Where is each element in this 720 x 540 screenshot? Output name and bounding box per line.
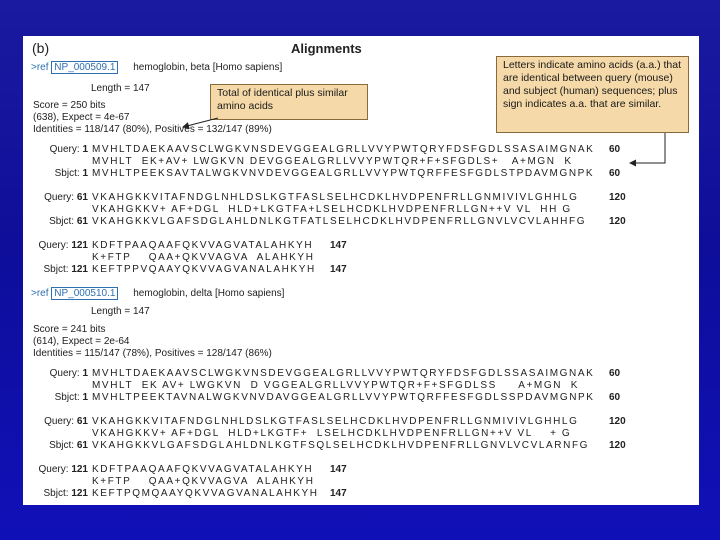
hit2-b3-query-seq: KDFTPAAQAAFQKVVAGVATALAHKYH (92, 464, 314, 475)
hit1-b1-sbjct-end: 60 (609, 168, 621, 179)
hit1-score: Score = 250 bits (33, 100, 106, 111)
hit2-b2-sbjct-label: Sbjct: 61 (49, 440, 88, 451)
hit2-b3-sbjct-label: Sbjct: 121 (43, 488, 88, 499)
hit1-b3-query-end: 147 (330, 240, 347, 251)
hit1-b3-sbjct-label: Sbjct: 121 (43, 264, 88, 275)
callout-letters-indicate: Letters indicate amino acids (a.a.) that are identical between query (mouse) and subject (human) sequences; plus sign indicates a.a. that are similar. (496, 56, 689, 133)
hit2-b3-query-end: 147 (330, 464, 347, 475)
hit2-b1-query-seq: MVHLTDAEKAAVSCLWGKVNSDEVGGEALGRLLVVYPWTQRYFDSFGDLSSASAIMGNAK (92, 368, 595, 379)
hit2-expect: (614), Expect = 2e-64 (33, 336, 130, 347)
hit1-b3-sbjct-end: 147 (330, 264, 347, 275)
hit2-identities: Identities = 115/147 (78%), Positives = 128/147 (86%) (33, 348, 272, 359)
arrow-to-match-line (630, 133, 665, 163)
hit1-ref-prefix[interactable]: >ref (31, 62, 49, 73)
hit1-b2-sbjct-label: Sbjct: 61 (49, 216, 88, 227)
arrow-to-identities (183, 118, 218, 127)
hit2-b1-sbjct-end: 60 (609, 392, 621, 403)
callout-arrows (23, 36, 699, 505)
hit1-b2-query-label: Query: 61 (44, 192, 88, 203)
hit1-b3-query-label: Query: 121 (38, 240, 88, 251)
hit2-b3-sbjct-seq: KEFTPQMQAAYQKVVAGVANALAHKYH (92, 488, 319, 499)
hit1-b2-match-line: VKAHGKKV+ AF+DGL HLD+LKGTFA+LSELHCDKLHVDPENFRLLGN++V VL HH G (92, 204, 572, 215)
figure-label: (b) (32, 40, 50, 56)
hit2-b1-sbjct-seq: MVHLTPEEKTAVNALWGKVNVDAVGGEALGRLLVVYPWTQRFFESFGDLSSPDAVMGNPK (92, 392, 595, 403)
hit2-b1-query-end: 60 (609, 368, 621, 379)
hit2-b2-query-label: Query: 61 (44, 416, 88, 427)
hit2-b1-query-label: Query: 1 (49, 368, 88, 379)
hit1-length: Length = 147 (91, 83, 150, 94)
hit1-b1-query-seq: MVHLTDAEKAAVSCLWGKVNSDEVGGEALGRLLVVYPWTQRYFDSFGDLSSASAIMGNAK (92, 144, 595, 155)
hit2-b2-query-end: 120 (609, 416, 626, 427)
hit1-b2-query-seq: VKAHGKKVITAFNDGLNHLDSLKGTFASLSELHCDKLHVDPENFRLLGNMIVIVLGHHLG (92, 192, 579, 203)
hit2-b1-sbjct-label: Sbjct: 1 (54, 392, 88, 403)
hit2-description: hemoglobin, delta [Homo sapiens] (133, 288, 285, 299)
hit1-b3-sbjct-seq: KEFTPPVQAAYQKVVAGVANALAHKYH (92, 264, 316, 275)
hit1-b1-match-line: MVHLT EK+AV+ LWGKVN DEVGGEALGRLLVVYPWTQR+F+SFGDLS+ A+MGN K (92, 156, 573, 167)
hit1-b2-sbjct-seq: VKAHGKKVLGAFSDGLAHLDNLKGTFATLSELHCDKLHVDPENFRLLGNVLVCVLAHHFG (92, 216, 587, 227)
hit1-b2-sbjct-end: 120 (609, 216, 626, 227)
hit1-identities: Identities = 118/147 (80%), Positives = 132/147 (89%) (33, 124, 272, 135)
hit1-b1-query-end: 60 (609, 144, 621, 155)
hit2-accession-link[interactable]: NP_000510.1 (51, 287, 118, 300)
hit1-b3-query-seq: KDFTPAAQAAFQKVVAGVATALAHKYH (92, 240, 314, 251)
hit1-expect: (638), Expect = 4e-67 (33, 112, 130, 123)
hit2-b2-query-seq: VKAHGKKVITAFNDGLNHLDSLKGTFASLSELHCDKLHVDPENFRLLGNMIVIVLGHHLG (92, 416, 579, 427)
slide (23, 36, 699, 505)
hit2-b3-match-line: K+FTP QAA+QKVVAGVA ALAHKYH (92, 476, 315, 487)
figure-title: Alignments (291, 41, 362, 56)
hit1-b1-query-label: Query: 1 (49, 144, 88, 155)
hit1-b3-match-line: K+FTP QAA+QKVVAGVA ALAHKYH (92, 252, 315, 263)
hit2-b2-sbjct-end: 120 (609, 440, 626, 451)
hit1-b2-query-end: 120 (609, 192, 626, 203)
hit2-length: Length = 147 (91, 306, 150, 317)
hit1-description: hemoglobin, beta [Homo sapiens] (133, 62, 283, 73)
hit1-b1-sbjct-seq: MVHLTPEEKSAVTALWGKVNVDEVGGEALGRLLVVYPWTQRFFESFGDLSTPDAVMGNPK (92, 168, 595, 179)
callout-identical-plus-similar: Total of identical plus similar amino acids (210, 84, 368, 120)
hit1-accession-link[interactable]: NP_000509.1 (51, 61, 118, 74)
hit2-b2-sbjct-seq: VKAHGKKVLGAFSDGLAHLDNLKGTFSQLSELHCDKLHVDPENFRLLGNVLVCVLARNFG (92, 440, 590, 451)
hit2-ref-prefix[interactable]: >ref (31, 288, 49, 299)
hit2-b2-match-line: VKAHGKKV+ AF+DGL HLD+LKGTF+ LSELHCDKLHVDPENFRLLGN++V VL + G (92, 428, 572, 439)
hit2-score: Score = 241 bits (33, 324, 106, 335)
hit2-b3-query-label: Query: 121 (38, 464, 88, 475)
hit2-b1-match-line: MVHLT EK AV+ LWGKVN D VGGEALGRLLVVYPWTQR+F+SFGDLSS A+MGN K (92, 380, 580, 391)
hit2-b3-sbjct-end: 147 (330, 488, 347, 499)
hit1-b1-sbjct-label: Sbjct: 1 (54, 168, 88, 179)
